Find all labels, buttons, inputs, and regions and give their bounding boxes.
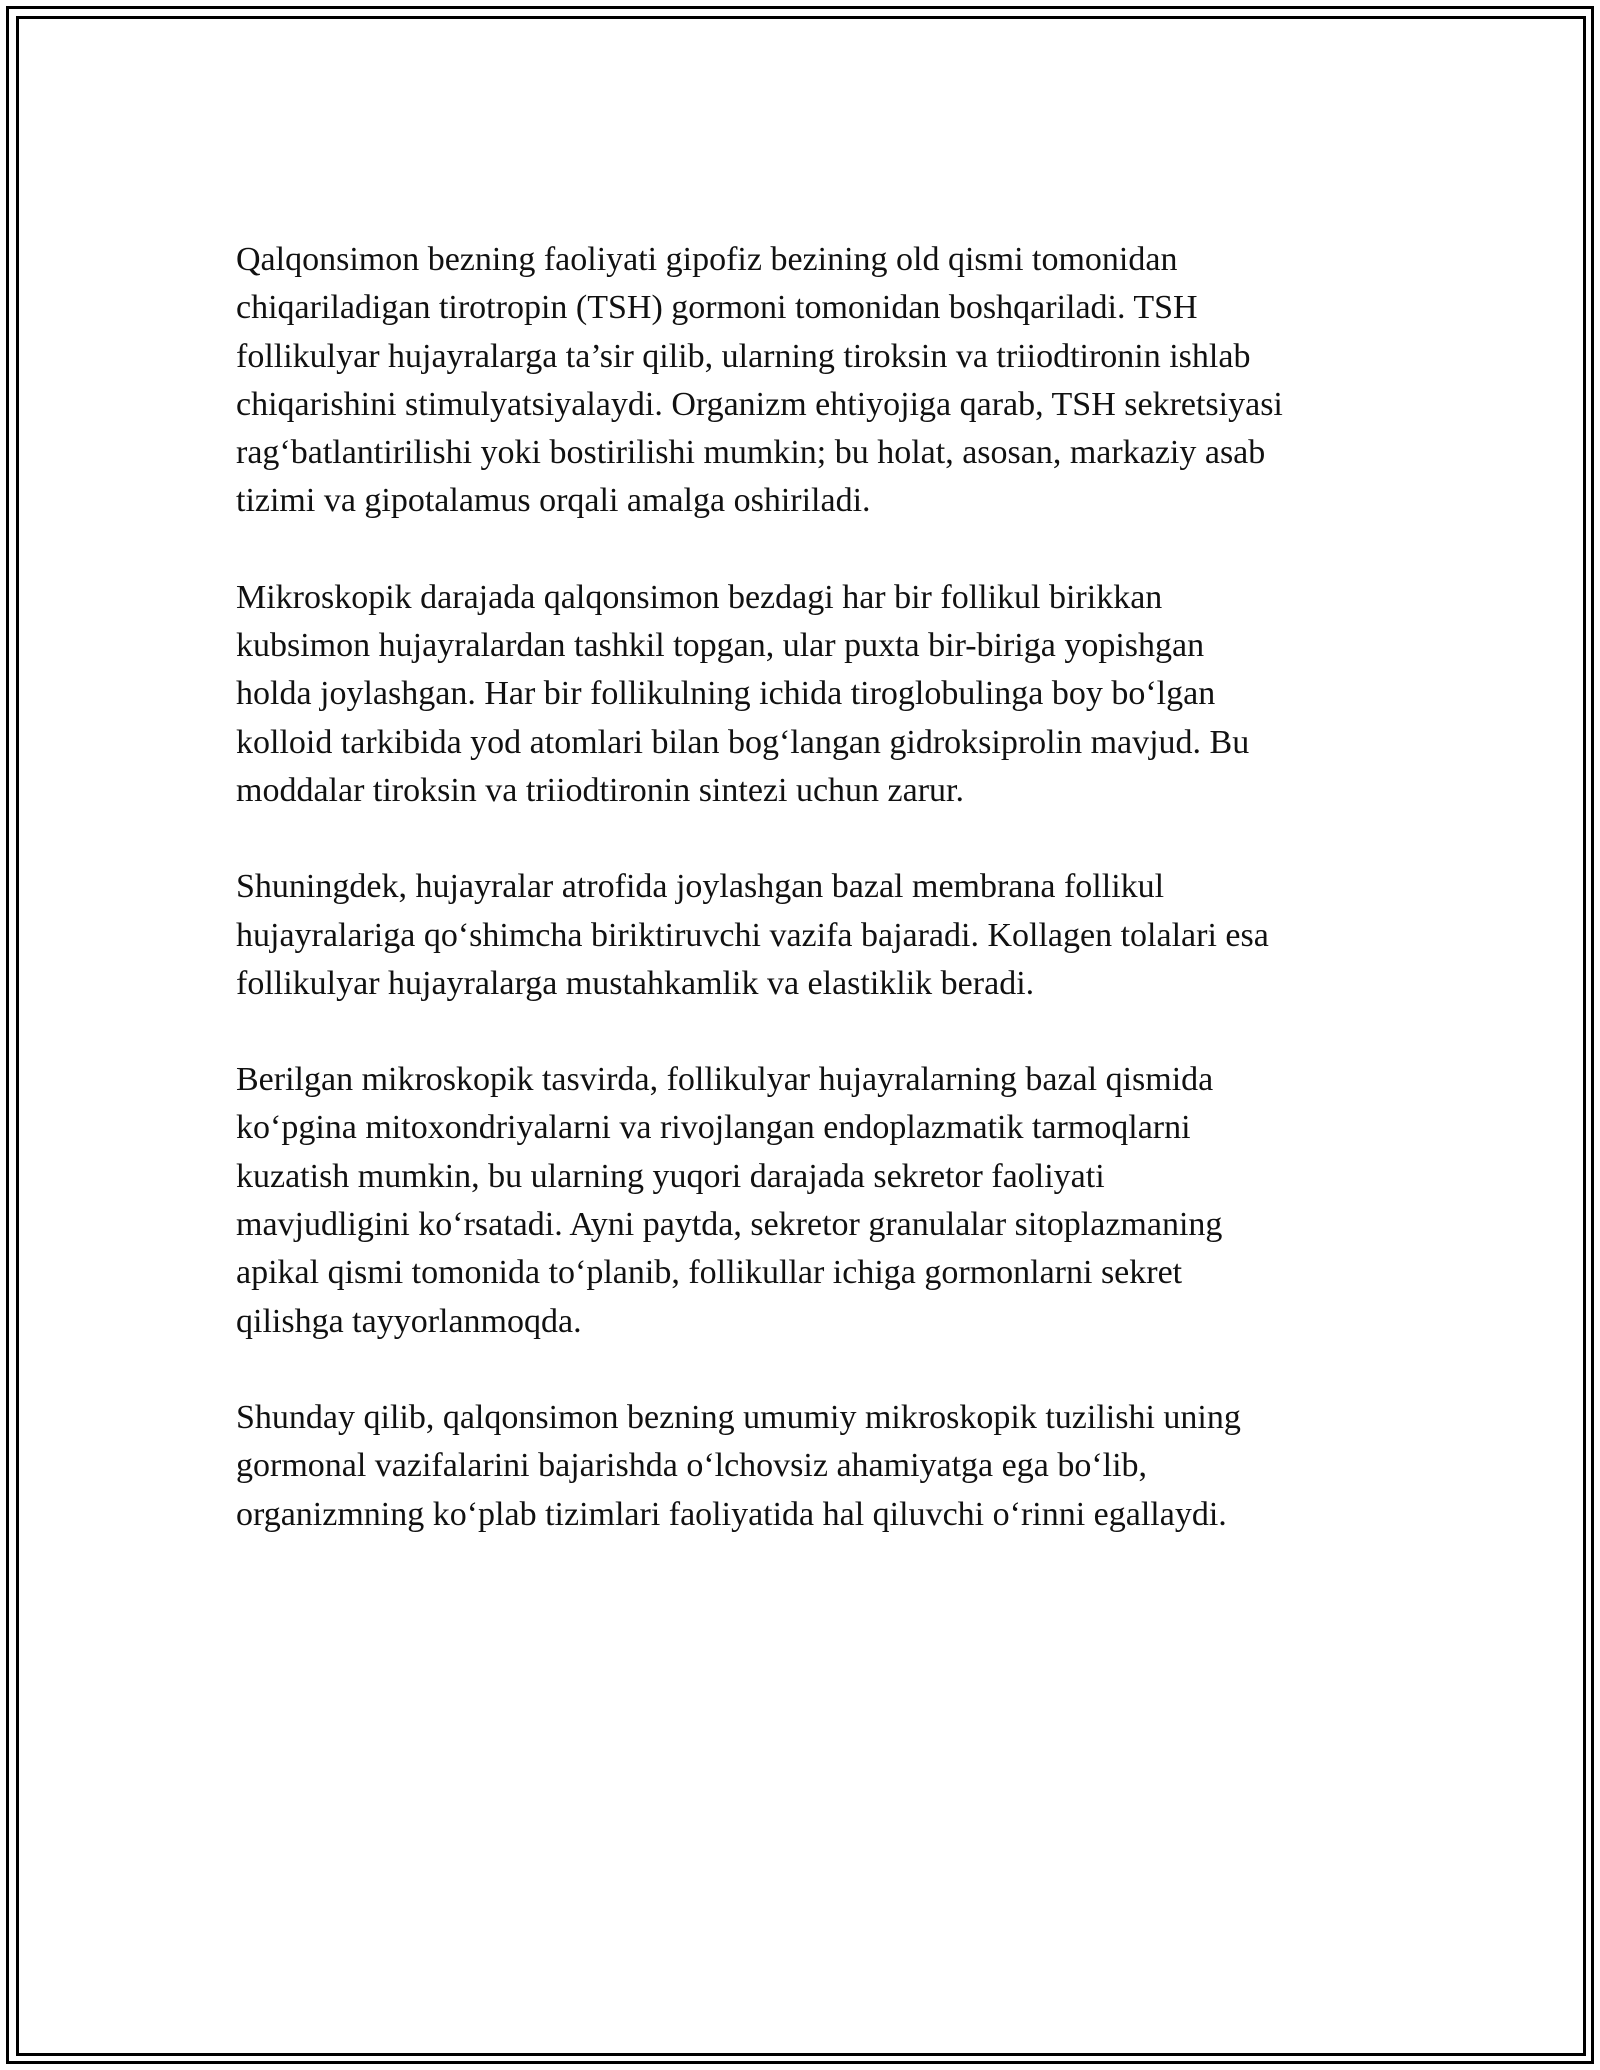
- paragraph-tsh-regulation: [236, 236, 1376, 526]
- text-line: hujayralariga qo‘shimcha biriktiruvchi vazifa bajaradi. Kollagen tolalari esa: [236, 916, 1269, 954]
- text-line: tizimi va gipotalamus orqali amalga oshiriladi.: [236, 482, 871, 520]
- paragraph-microscopic-image: [236, 1056, 1376, 1346]
- text-line: kolloid tarkibida yod atomlari bilan bog‘langan gidroksiprolin mavjud. Bu: [236, 723, 1250, 761]
- document-body: [236, 236, 1376, 1587]
- text-line: follikulyar hujayralarga ta’sir qilib, ularning tiroksin va triiodtironin ishlab: [236, 337, 1251, 375]
- text-line: moddalar tiroksin va triiodtironin sintezi uchun zarur.: [236, 771, 964, 809]
- text-line: Shunday qilib, qalqonsimon bezning umumiy mikroskopik tuzilishi uning: [236, 1398, 1241, 1436]
- text-line: ko‘pgina mitoxondriyalarni va rivojlangan endoplazmatik tarmoqlarni: [236, 1109, 1191, 1147]
- text-line: kuzatish mumkin, bu ularning yuqori darajada sekretor faoliyati: [236, 1157, 1105, 1195]
- text-line: follikulyar hujayralarga mustahkamlik va elastiklik beradi.: [236, 964, 1035, 1002]
- text-line: Qalqonsimon bezning faoliyati gipofiz bezining old qismi tomonidan: [236, 241, 1178, 278]
- text-line: holda joylashgan. Har bir follikulning ichida tiroglobulinga boy bo‘lgan: [236, 675, 1216, 713]
- paragraph-basal-membrane: [236, 863, 1376, 1008]
- text-line: mavjudligini ko‘rsatadi. Ayni paytda, sekretor granulalar sitoplazmaning: [236, 1206, 1223, 1244]
- text-line: Berilgan mikroskopik tasvirda, follikulyar hujayralarning bazal qismida: [236, 1061, 1214, 1099]
- text-line: qilishga tayyorlanmoqda.: [236, 1302, 582, 1340]
- text-line: chiqariladigan tirotropin (TSH) gormoni tomonidan boshqariladi. TSH: [236, 289, 1198, 327]
- text-line: kubsimon hujayralardan tashkil topgan, ular puxta bir-biriga yopishgan: [236, 627, 1205, 665]
- text-line: gormonal vazifalarini bajarishda o‘lchovsiz ahamiyatga ega bo‘lib,: [236, 1447, 1148, 1485]
- text-line: rag‘batlantirilishi yoki bostirilishi mumkin; bu holat, asosan, markaziy asab: [236, 434, 1266, 472]
- text-line: Mikroskopik darajada qalqonsimon bezdagi har bir follikul birikkan: [236, 578, 1163, 616]
- text-line: chiqarishini stimulyatsiyalaydi. Organizm ehtiyojiga qarab, TSH sekretsiyasi: [236, 385, 1283, 423]
- text-line: organizmning ko‘plab tizimlari faoliyatida hal qiluvchi o‘rinni egallaydi.: [236, 1495, 1227, 1533]
- text-line: apikal qismi tomonida to‘planib, follikullar ichiga gormonlarni sekret: [236, 1254, 1183, 1292]
- paragraph-conclusion: [236, 1394, 1376, 1539]
- text-line: Shuningdek, hujayralar atrofida joylashgan bazal membrana follikul: [236, 868, 1165, 906]
- paragraph-follicle-structure: [236, 574, 1376, 815]
